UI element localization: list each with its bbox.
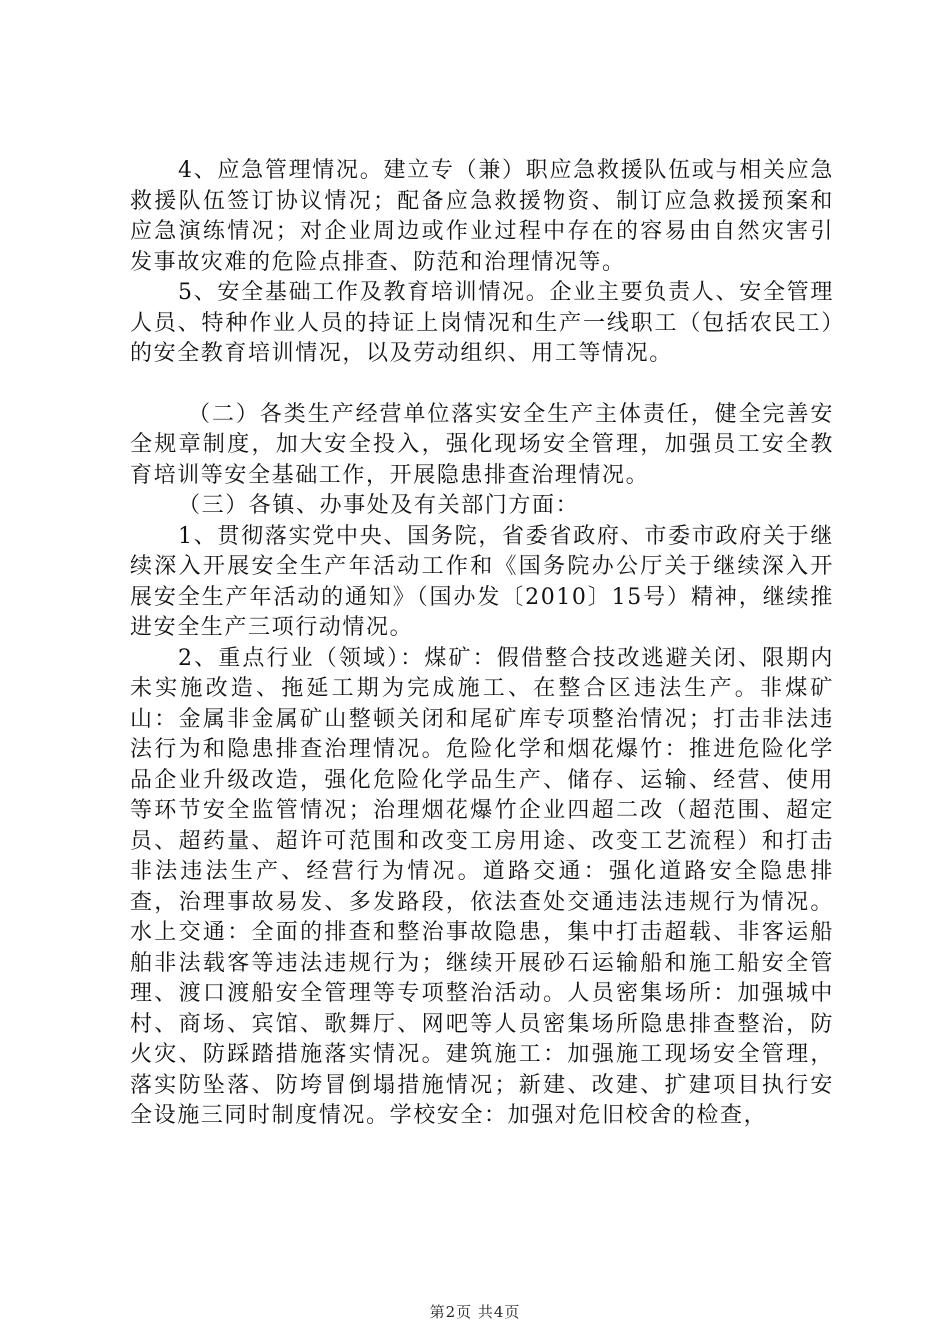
paragraph-emergency-management: 4、应急管理情况。建立专（兼）职应急救援队伍或与相关应急救援队伍签订协议情况；配备应急救援物资、制订应急救援预案和应急演练情况；对企业周边或作业过程中存在的容易由自然灾害引发事故灾难的危险点排查、防范和治理情况等。 — [130, 158, 834, 275]
paragraph-item-one: 1、贯彻落实党中央、国务院，省委省政府、市委市政府关于继续深入开展安全生产年活动工作和《国务院办公厅关于继续深入开展安全生产年活动的通知》（国办发〔2010〕15号）精神，继续推进安全生产三项行动情况。 — [130, 523, 834, 640]
paragraph-section-two: （二）各类生产经营单位落实安全生产主体责任，健全完善安全规章制度，加大安全投入，强化现场安全管理，加强员工安全教育培训等安全基础工作，开展隐患排查治理情况。 — [130, 401, 834, 488]
document-body — [130, 156, 834, 1132]
paragraph-section-three-heading: （三）各镇、办事处及有关部门方面： — [178, 493, 580, 518]
page-number-footer: 第2页 共4页 — [429, 1303, 521, 1321]
paragraph-spacer — [130, 370, 834, 400]
paragraph-safety-training: 5、安全基础工作及教育培训情况。企业主要负责人、安全管理人员、特种作业人员的持证上岗情况和生产一线职工（包括农民工）的安全教育培训情况，以及劳动组织、用工等情况。 — [130, 280, 834, 366]
paragraph-item-two-key-industries: 2、重点行业（领域）：煤矿：假借整合技改逃避关闭、限期内未实施改造、拖延工期为完成施工、在整合区违法生产。非煤矿山：金属非金属矿山整顿关闭和尾矿库专项整治情况；打击非法违法行为和隐患排查治理情况。危险化学和烟花爆竹：推进危险化学品企业升级改造，强化危险化学品生产、储存、运输、经营、使用等环节安全监管情况；治理烟花爆竹企业四超二改（超范围、超定员、超药量、超许可范围和改变工房用途、改变工艺流程）和打击非法违法生产、经营行为情况。道路交通：强化道路安全隐患排查，治理事故易发、多发路段，依法查处交通违法违规行为情况。水上交通：全面的排查和整治事故隐患，集中打击超载、非客运船舶非法载客等违法违规行为；继续开展砂石运输船和施工船安全管理、渡口渡船安全管理等专项整治活动。人员密集场所：加强城中村、商场、宾馆、歌舞厅、网吧等人员密集场所隐患排查整治，防火灾、防踩踏措施落实情况。建筑施工：加强施工现场安全管理，落实防坠落、防垮冒倒塌措施情况；新建、改建、扩建项目执行安全设施三同时制度情况。学校安全：加强对危旧校舍的检查， — [130, 645, 834, 1128]
